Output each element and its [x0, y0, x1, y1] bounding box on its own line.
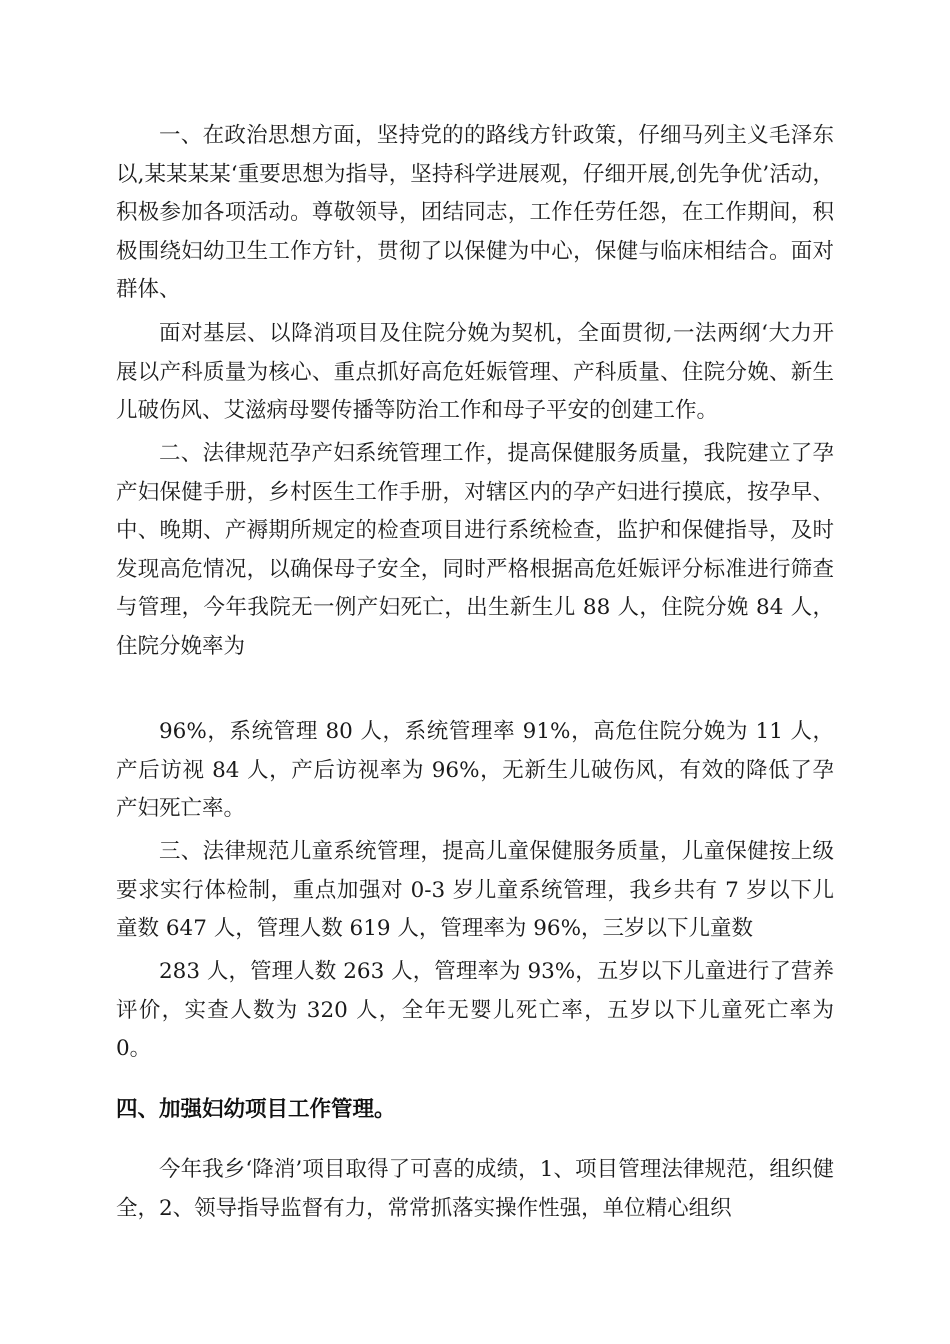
- paragraph-project-results: 今年我乡‘降消’项目取得了可喜的成绩，1、项目管理法律规范，组织健全，2、领导指导监督有力，常常抓落实操作性强，单位精心组织: [116, 1157, 834, 1221]
- section-heading-project-management: 四、加强妇幼项目工作管理。: [116, 1097, 396, 1122]
- paragraph-child-statistics: 283 人，管理人数 263 人，管理率为 93%，五岁以下儿童进行了营养评价，实查人数为 320 人，全年无婴儿死亡率，五岁以下儿童死亡率为 0。: [116, 959, 834, 1061]
- paragraph-political-thought: 一、在政治思想方面，坚持党的的路线方针政策，仔细马列主义毛泽东以,某某某某‘重要思想为指导，坚持科学进展观，仔细开展,创先争优’活动，积极参加各项活动。尊敬领导，团结同志，工作任劳任怨，在工作期间，积极围绕妇幼卫生工作方针，贯彻了以保健为中心，保健与临床相结合。面对群体、: [116, 123, 834, 302]
- paragraph-maternal-statistics: 96%，系统管理 80 人，系统管理率 91%，高危住院分娩为 11 人，产后访视 84 人，产后访视率为 96%，无新生儿破伤风，有效的降低了孕产妇死亡率。: [116, 719, 834, 821]
- paragraph-grassroots: 面对基层、以降消项目及住院分娩为契机，全面贯彻,一法两纲‘大力开展以产科质量为核心、重点抓好高危妊娠管理、产科质量、住院分娩、新生儿破伤风、艾滋病母婴传播等防治工作和母子平安的创建工作。: [116, 321, 834, 423]
- paragraph-child-management: 三、法律规范儿童系统管理，提高儿童保健服务质量，儿童保健按上级要求实行体检制，重点加强对 0-3 岁儿童系统管理，我乡共有 7 岁以下儿童数 647 人，管理人数 619 人，管理率为 96%，三岁以下儿童数: [116, 839, 834, 941]
- paragraph-maternal-management: 二、法律规范孕产妇系统管理工作，提高保健服务质量，我院建立了孕产妇保健手册，乡村医生工作手册，对辖区内的孕产妇进行摸底，按孕早、中、晚期、产褥期所规定的检查项目进行系统检查，监护和保健指导，及时发现高危情况，以确保母子安全，同时严格根据高危妊娠评分标准进行筛查与管理，今年我院无一例产妇死亡，出生新生儿 88 人，住院分娩 84 人，住院分娩率为: [116, 441, 834, 659]
